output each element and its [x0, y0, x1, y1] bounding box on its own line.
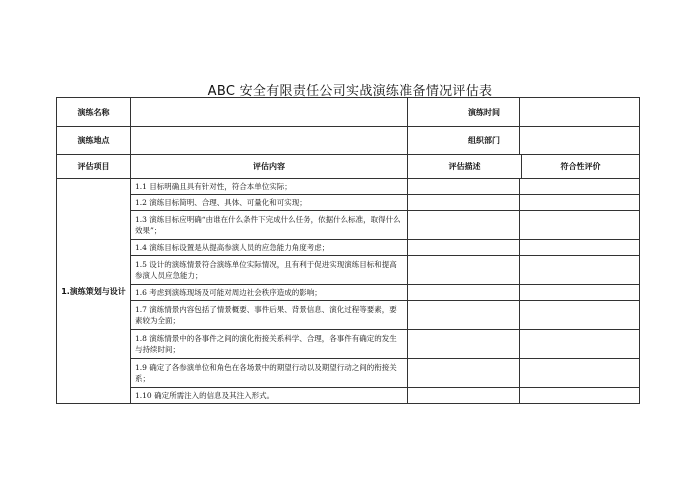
header-content: 评估内容: [131, 155, 408, 179]
header-compliance: 符合性评价: [560, 162, 601, 171]
header-row: [57, 155, 640, 179]
table-row: [57, 211, 640, 240]
table-row: [57, 256, 640, 285]
org-dept-label: 组织部门: [408, 127, 520, 155]
compliance-cell[interactable]: [520, 256, 640, 285]
description-cell[interactable]: [408, 195, 520, 211]
table-row: [57, 388, 640, 404]
item-text: 1.9 确定了各参演单位和角色在各场景中的期望行动以及期望行动之间的衔接关系；: [131, 359, 408, 388]
compliance-cell[interactable]: [520, 285, 640, 301]
drill-name-label: 演练名称: [57, 98, 131, 127]
compliance-cell[interactable]: [520, 388, 640, 404]
compliance-cell[interactable]: [520, 240, 640, 256]
table-row: [57, 330, 640, 359]
item-text: 1.2 演练目标简明、合理、具体、可量化和可实现；: [131, 195, 408, 211]
compliance-cell[interactable]: [520, 359, 640, 388]
header-item: 评估项目: [57, 155, 131, 179]
compliance-cell[interactable]: [520, 179, 640, 195]
org-dept-value[interactable]: [520, 127, 640, 155]
table-row: [57, 285, 640, 301]
compliance-cell[interactable]: [520, 330, 640, 359]
description-cell[interactable]: [408, 301, 520, 330]
drill-location-label: 演练地点: [57, 127, 131, 155]
description-cell[interactable]: [408, 388, 520, 404]
description-cell[interactable]: [408, 359, 520, 388]
header-description: 评估描述: [408, 155, 522, 178]
item-text: 1.1 目标明确且具有针对性，符合本单位实际；: [131, 179, 408, 195]
drill-name-value[interactable]: [131, 98, 408, 127]
category-cell: 1.演练策划与设计: [57, 179, 131, 404]
item-text: 1.4 演练目标设置是从提高参演人员的应急能力角度考虑；: [131, 240, 408, 256]
compliance-cell[interactable]: [520, 211, 640, 240]
drill-time-value[interactable]: [520, 98, 640, 127]
description-cell[interactable]: [408, 211, 520, 240]
drill-location-value[interactable]: [131, 127, 408, 155]
table-row: [57, 195, 640, 211]
page-title: ABC 安全有限责任公司实战演练准备情况评估表: [207, 84, 493, 99]
compliance-cell[interactable]: [520, 195, 640, 211]
table-row: [57, 240, 640, 256]
description-cell[interactable]: [408, 256, 520, 285]
item-text: 1.3 演练目标应明确“由谁在什么条件下完成什么任务，依据什么标准，取得什么效果”；: [131, 211, 408, 240]
table-row: [57, 359, 640, 388]
info-row-name: [57, 98, 640, 127]
compliance-cell[interactable]: [520, 301, 640, 330]
item-text: 1.7 演练情景内容包括了情景概要、事件后果、背景信息、演化过程等要素，要素较为全面；: [131, 301, 408, 330]
item-text: 1.8 演练情景中的各事件之间的演化衔接关系科学、合理，各事件有确定的发生与持续时间；: [131, 330, 408, 359]
table-row: [57, 301, 640, 330]
description-cell[interactable]: [408, 179, 520, 195]
table-row: [57, 179, 640, 195]
item-text: 1.5 设计的演练情景符合演练单位实际情况，且有利于促进实现演练目标和提高参演人员应急能力；: [131, 256, 408, 285]
item-text: 1.6 考虑到演练现场及可能对周边社会秩序造成的影响；: [131, 285, 408, 301]
item-text: 1.10 确定所需注入的信息及其注入形式。: [131, 388, 408, 404]
drill-time-label: 演练时间: [408, 98, 520, 127]
info-row-location: [57, 127, 640, 155]
description-cell[interactable]: [408, 240, 520, 256]
description-cell[interactable]: [408, 330, 520, 359]
assessment-table: [56, 97, 640, 404]
description-cell[interactable]: [408, 285, 520, 301]
